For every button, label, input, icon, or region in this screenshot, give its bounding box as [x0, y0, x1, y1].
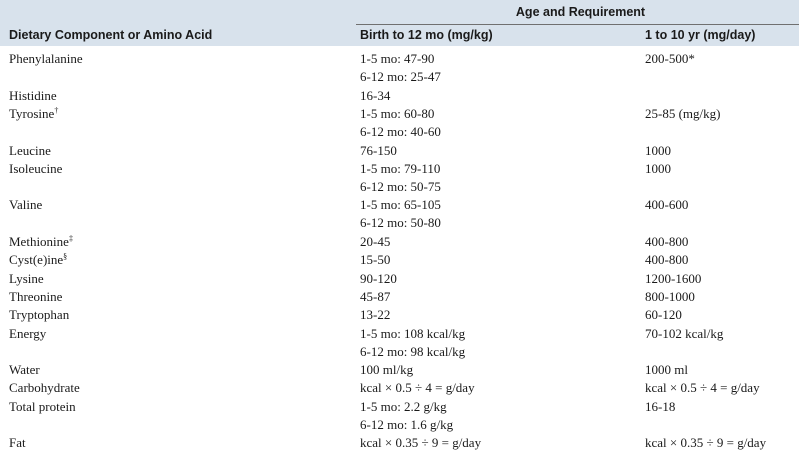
infant-value: 1-5 mo: 2.2 g/kg	[360, 398, 447, 414]
header-group-rule	[356, 24, 799, 25]
component-name	[9, 87, 57, 105]
child-requirement: 400-800	[645, 234, 689, 249]
component-name	[9, 50, 83, 68]
infant-value: 100 ml/kg	[360, 362, 414, 378]
infant-requirement	[360, 50, 441, 86]
infant-requirement	[360, 160, 441, 196]
header-group-label: Age and Requirement	[515, 5, 646, 19]
component-label: Total protein	[9, 398, 76, 414]
footnote-mark: §	[63, 252, 68, 262]
infant-value: 6-12 mo: 1.6 g/kg	[360, 416, 454, 432]
component-label: Phenylalanine	[9, 51, 83, 66]
component-name	[9, 105, 58, 123]
infant-value: 13-22	[360, 307, 391, 323]
child-requirement: 60-120	[645, 307, 682, 323]
infant-value: 90-120	[360, 270, 397, 286]
infant-value: 1-5 mo: 47-90	[360, 51, 435, 66]
infant-value: 6-12 mo: 40-60	[360, 123, 441, 139]
infant-value: 76-150	[360, 142, 397, 158]
infant-value: 45-87	[360, 288, 391, 304]
table-header	[0, 0, 799, 46]
component-label: Tyrosine	[9, 105, 55, 121]
infant-value: 6-12 mo: 50-75	[360, 178, 441, 194]
infant-requirement	[360, 105, 441, 141]
component-label: Cyst(e)ine	[9, 252, 64, 268]
child-requirement: 200-500*	[645, 51, 695, 66]
infant-value: 1-5 mo: 108 kcal/kg	[360, 325, 466, 341]
component-label: Methionine	[9, 234, 69, 249]
infant-requirement	[360, 306, 390, 324]
child-requirement: 1000 ml	[645, 362, 688, 378]
component-label: Energy	[9, 325, 47, 341]
component-label: Lysine	[9, 270, 44, 286]
infant-requirement	[360, 325, 465, 361]
child-requirement: 800-1000	[645, 288, 695, 304]
component-label: Isoleucine	[9, 160, 63, 176]
child-requirement: 1000	[645, 160, 671, 176]
infant-requirement	[360, 233, 390, 251]
child-requirement: 25-85 (mg/kg)	[645, 105, 721, 121]
component-label: Fat	[9, 435, 26, 451]
infant-value: 6-12 mo: 50-80	[360, 215, 441, 231]
infant-requirement	[360, 379, 475, 397]
infant-value: 1-5 mo: 60-80	[360, 105, 435, 121]
infant-value: 6-12 mo: 98 kcal/kg	[360, 343, 466, 359]
infant-requirement	[360, 434, 481, 452]
component-name	[9, 142, 51, 160]
child-requirement: kcal × 0.35 ÷ 9 = g/day	[645, 435, 767, 451]
infant-value: kcal × 0.5 ÷ 4 = g/day	[360, 380, 475, 396]
infant-requirement	[360, 361, 413, 379]
component-name	[9, 306, 69, 324]
component-label: Threonine	[9, 288, 63, 304]
infant-requirement	[360, 196, 441, 232]
component-label: Valine	[9, 197, 43, 213]
header-col-component: Dietary Component or Amino Acid	[9, 28, 213, 42]
component-label: Leucine	[9, 142, 51, 158]
component-label: Histidine	[9, 87, 57, 103]
child-requirement: kcal × 0.5 ÷ 4 = g/day	[645, 380, 760, 396]
header-col-child: 1 to 10 yr (mg/day)	[645, 28, 756, 42]
component-name	[9, 361, 40, 379]
infant-value: 1-5 mo: 65-105	[360, 197, 441, 213]
infant-requirement	[360, 87, 390, 105]
component-label: Water	[9, 362, 40, 378]
infant-requirement	[360, 251, 390, 269]
infant-value: 6-12 mo: 25-47	[360, 69, 441, 84]
child-requirement: 70-102 kcal/kg	[645, 325, 724, 341]
infant-value: 15-50	[360, 252, 391, 268]
component-label: Carbohydrate	[9, 380, 80, 396]
infant-requirement	[360, 288, 390, 306]
header-col-infant: Birth to 12 mo (mg/kg)	[360, 28, 493, 42]
component-name	[9, 288, 62, 306]
child-requirement: 16-18	[645, 398, 676, 414]
child-requirement: 1200-1600	[645, 270, 702, 286]
footnote-mark: ‡	[68, 234, 73, 243]
infant-requirement	[360, 270, 397, 288]
child-requirement: 400-600	[645, 197, 689, 213]
component-name	[9, 434, 26, 452]
child-requirement: 400-800	[645, 252, 689, 268]
component-name	[9, 379, 80, 397]
component-name	[9, 233, 73, 251]
infant-value: 20-45	[360, 234, 391, 249]
component-label: Tryptophan	[9, 307, 70, 323]
infant-value: kcal × 0.35 ÷ 9 = g/day	[360, 435, 482, 451]
component-name	[9, 398, 76, 416]
component-name	[9, 160, 62, 178]
child-requirement: 1000	[645, 142, 671, 158]
infant-requirement	[360, 142, 397, 160]
component-name	[9, 251, 67, 269]
component-name	[9, 270, 44, 288]
infant-value: 16-34	[360, 87, 391, 103]
component-name	[9, 325, 46, 343]
footnote-mark: †	[54, 105, 59, 115]
component-name	[9, 196, 42, 214]
infant-value: 1-5 mo: 79-110	[360, 160, 441, 176]
infant-requirement	[360, 398, 453, 434]
